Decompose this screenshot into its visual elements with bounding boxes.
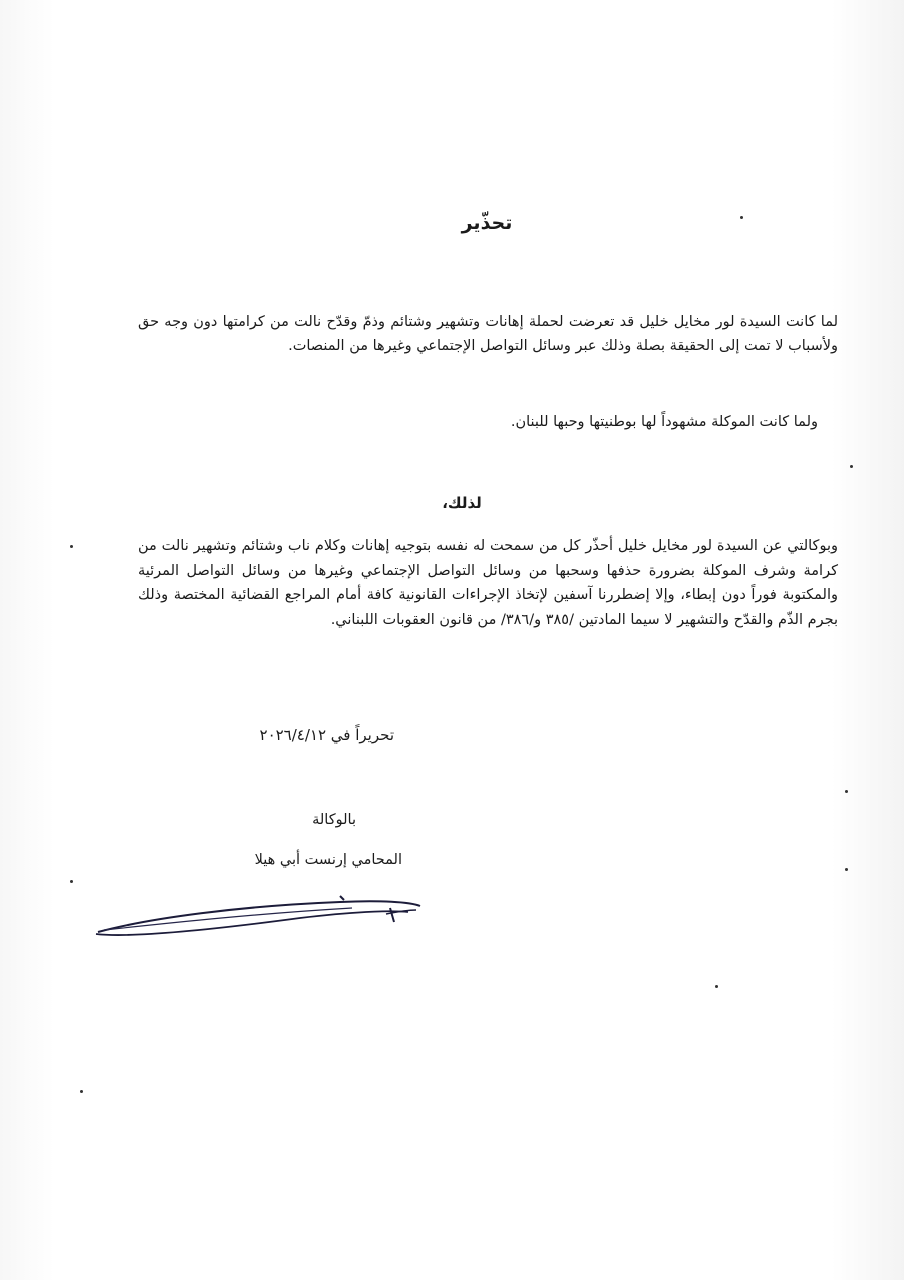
paper-speck	[70, 880, 73, 883]
paper-speck	[740, 216, 743, 219]
paragraph-whereas-campaign: لما كانت السيدة لور مخايل خليل قد تعرضت لحملة إهانات وتشهير وشتائم وذمّ وقدّح نالت من كرامتها دون وجه حق ولأسباب لا تمت إلى الحقيقة بصلة وذلك عبر وسائل التواصل الإجتماعي وغيرها من المنصات.	[138, 314, 838, 354]
lawyer-name: المحامي إرنست أبي هيلا	[254, 852, 402, 868]
section-heading-therefore: لذلك،	[442, 494, 482, 512]
paragraph-whereas-patriotism: ولما كانت الموكلة مشهوداً لها بوطنيتها وحبها للبنان.	[510, 414, 818, 430]
document-title: تحذّير	[461, 212, 513, 234]
agency-label: بالوكالة	[312, 812, 356, 828]
paper-speck	[850, 465, 853, 468]
paragraph-warning-body: وبوكالتي عن السيدة لور مخايل خليل أحذّر كل من سمحت له نفسه بتوجيه إهانات وكلام ناب وشتائم وتشهير نالت من كرامة وشرف الموكلة بضرورة حذفها وسحبها من وسائل التواصل الإجتماعي وغيرها من وسائل التواصل المرئية والمكتوبة فوراً دون إبطاء، وإلا إضطررنا آسفين لإتخاذ الإجراءات القانونية كافة أمام المراجع القضائية المختصة وذلك بجرم الذّم والقدّح والتشهير لا سيما المادتين /٣٨٥ و/٣٨٦/ من قانون العقوبات اللبناني.	[138, 538, 838, 628]
paper-speck	[845, 868, 848, 871]
paper-speck	[70, 545, 73, 548]
paper-speck	[845, 790, 848, 793]
paper-speck	[715, 985, 718, 988]
document-date: تحريراً في ٢٠٢٦/٤/١٢	[259, 726, 394, 744]
handwritten-signature	[90, 888, 430, 944]
paper-speck	[80, 1090, 83, 1093]
